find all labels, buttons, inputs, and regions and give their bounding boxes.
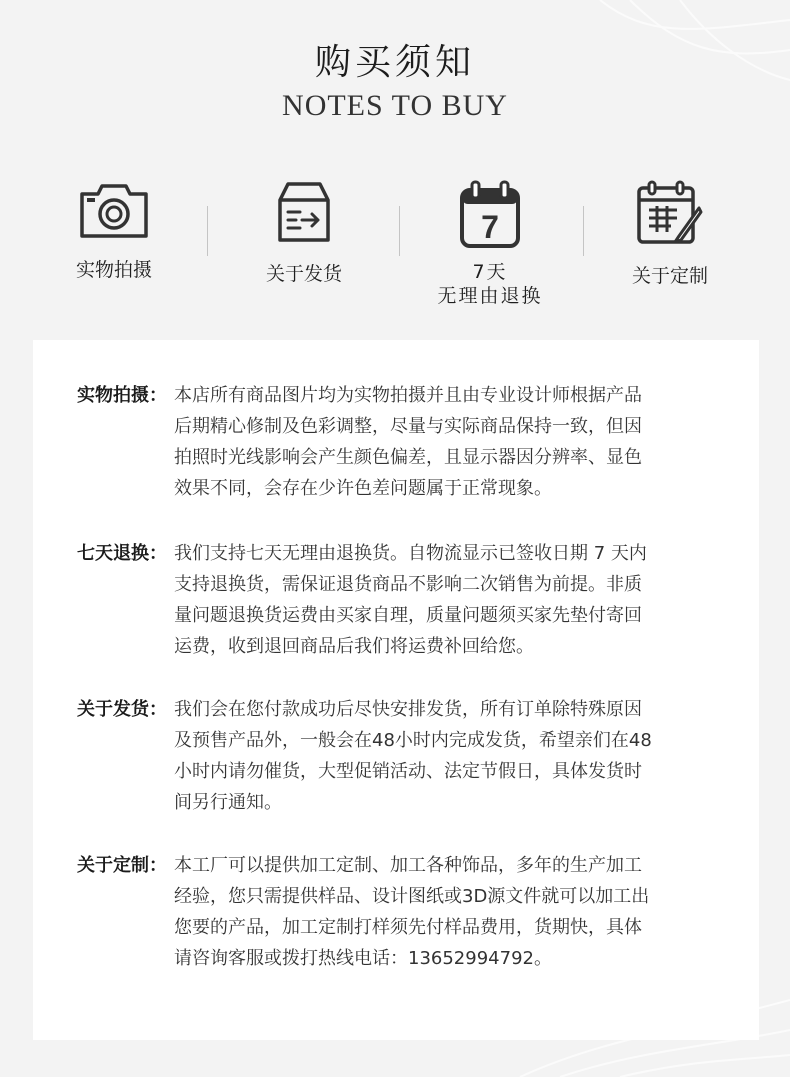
divider: [207, 206, 208, 256]
feature-custom: [580, 180, 760, 288]
page-title: 购买须知: [314, 42, 475, 83]
feature-shipping-label: 关于发货: [265, 263, 342, 285]
section-line: 及预售产品外，一般会在48小时内完成发货，希望亲们在48: [174, 730, 652, 751]
calendar-pen-icon: [635, 180, 705, 246]
feature-custom-label: 关于定制: [631, 265, 708, 287]
page-subtitle: NOTES TO BUY: [282, 89, 508, 122]
feature-photo-label: 实物拍摄: [75, 259, 152, 281]
section-title: 关于定制：: [77, 855, 167, 876]
section-line: 经验，您只需提供样品、设计图纸或3D源文件就可以加工出: [174, 886, 650, 907]
feature-icons-row: [0, 180, 790, 320]
section-line: 本店所有商品图片均为实物拍摄并且由专业设计师根据产品: [174, 385, 642, 406]
section-line: 效果不同，会存在少许色差问题属于正常现象。: [174, 478, 552, 499]
section-line: 我们会在您付款成功后尽快安排发货，所有订单除特殊原因: [174, 699, 642, 720]
feature-shipping: [214, 180, 394, 286]
section-line: 本工厂可以提供加工定制、加工各种饰品，多年的生产加工: [174, 855, 642, 876]
section-body: [174, 380, 704, 504]
section-title: 实物拍摄：: [77, 385, 167, 406]
section-line: 我们支持七天无理由退换货。自物流显示已签收日期 7 天内: [174, 543, 647, 564]
section-title: 七天退换：: [77, 543, 167, 564]
section-line: 后期精心修制及色彩调整，尽量与实际商品保持一致，但因: [174, 416, 642, 437]
section-line: 间另行通知。: [174, 792, 282, 813]
feature-return-label: [400, 260, 580, 308]
calendar-7-icon: [458, 180, 522, 250]
section-line: 小时内请勿催货，大型促销活动、法定节假日，具体发货时: [174, 761, 642, 782]
section-line: 请咨询客服或拨打热线电话：13652994792。: [174, 948, 552, 969]
section-line: 量问题退换货运费由买家自理，质量问题须买家先垫付寄回: [174, 605, 642, 626]
notes-card: [33, 340, 759, 1040]
section-line: 拍照时光线影响会产生颜色偏差，且显示器因分辨率、显色: [174, 447, 642, 468]
section-body: [174, 694, 704, 818]
camera-icon: [78, 180, 150, 240]
page-header: [0, 40, 790, 126]
section-line: 运费，收到退回商品后我们将运费补回给您。: [174, 636, 534, 657]
section-body: [174, 538, 704, 662]
shipping-box-icon: [272, 180, 336, 244]
section-body: [174, 850, 704, 974]
feature-return-label-line1: 7天: [472, 261, 508, 283]
feature-photo: [24, 180, 204, 282]
feature-return: [400, 180, 580, 308]
feature-return-label-line2: 无理由退换: [437, 285, 543, 307]
calendar-7-badge: 7: [481, 209, 499, 245]
section-line: 支持退换货，需保证退货商品不影响二次销售为前提。非质: [174, 574, 642, 595]
section-title: 关于发货：: [77, 699, 167, 720]
section-line: 您要的产品，加工定制打样须先付样品费用，货期快，具体: [174, 917, 642, 938]
